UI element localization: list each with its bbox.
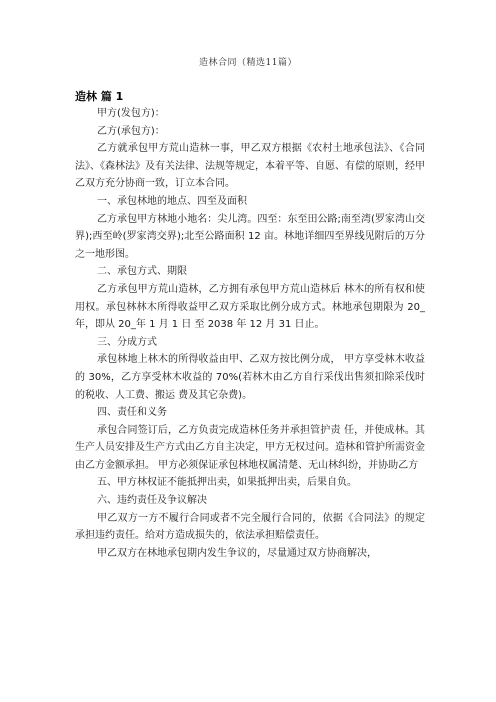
clause-2-heading: 二、承包方式、期限 [97, 266, 187, 278]
clause-3-text: 承包林地上林木的所得收益由甲、乙双方按比例分成， 甲方享受林木收益的 30%，乙方享受林木收益的 70%(若林木由乙方自行采伐出售须扣除采伐时的税收、人工费、搬运 费及其它杂费)。 [75, 354, 425, 401]
party-b-line: 乙方(承包方)： [97, 125, 165, 137]
page-title: 造林合同（精选11篇） [199, 58, 297, 68]
clause-6-text: 甲乙双方一方不履行合同或者不完全履行合同的，依据《合同法》的规定承担违约责任。给对方造成损失的，依法承担赔偿责任。 [75, 512, 425, 542]
clause-6-heading: 六、违约责任及争议解决 [97, 495, 207, 507]
preamble-paragraph: 乙方就承包甲方荒山造林一事，甲乙双方根据《农村土地承包法》、《合同法》、《森林法》及有关法律、法规等规定，本着平等、自愿、有偿的原则，经甲乙双方充分协商一致，订立本合同。 [75, 143, 425, 190]
clause-4-heading: 四、责任和义务 [97, 407, 167, 419]
clause-1-heading: 一、承包林地的地点、四至及面积 [97, 195, 247, 207]
section-heading: 造林 篇 1 [75, 90, 124, 103]
clause-6-text-continued: 甲乙双方在林地承包期内发生争议的，尽量通过双方协商解决， [97, 547, 377, 559]
clause-1-text: 乙方承包甲方林地小地名：尖儿湾。四至：东至田公路;南至湾(罗家湾山交界);西至岭(罗家湾交界);北至公路面积 12 亩。林地详细四至界线见附后的万分之一地形图。 [75, 213, 425, 260]
clause-5-text: 五、甲方林权证不能抵押出卖，如果抵押出卖，后果自负。 [97, 477, 357, 489]
contract-body [75, 105, 425, 562]
clause-2-text: 乙方承包甲方荒山造林，乙方拥有承包甲方荒山造林后 林木的所有权和使用权。承包林林木所得收益甲乙双方采取比例分成方式。林地承包期限为 20_年，即从 20_年 1 月 1 日 至 2038 年 12 月 31 日止。 [75, 283, 425, 331]
clause-4-text: 承包合同签订后，乙方负责完成造林任务并承担管护责 任，并使成林。其生产人员安排及生产方式由乙方自主决定，甲方无权过问。造林和管护所需资金由乙方金额承担。 甲方必须保证承包林地权属清楚、无山林纠纷，并协助乙方 [75, 424, 425, 471]
party-a-line: 甲方(发包方)： [97, 108, 165, 119]
clause-3-heading: 三、分成方式 [97, 336, 157, 348]
